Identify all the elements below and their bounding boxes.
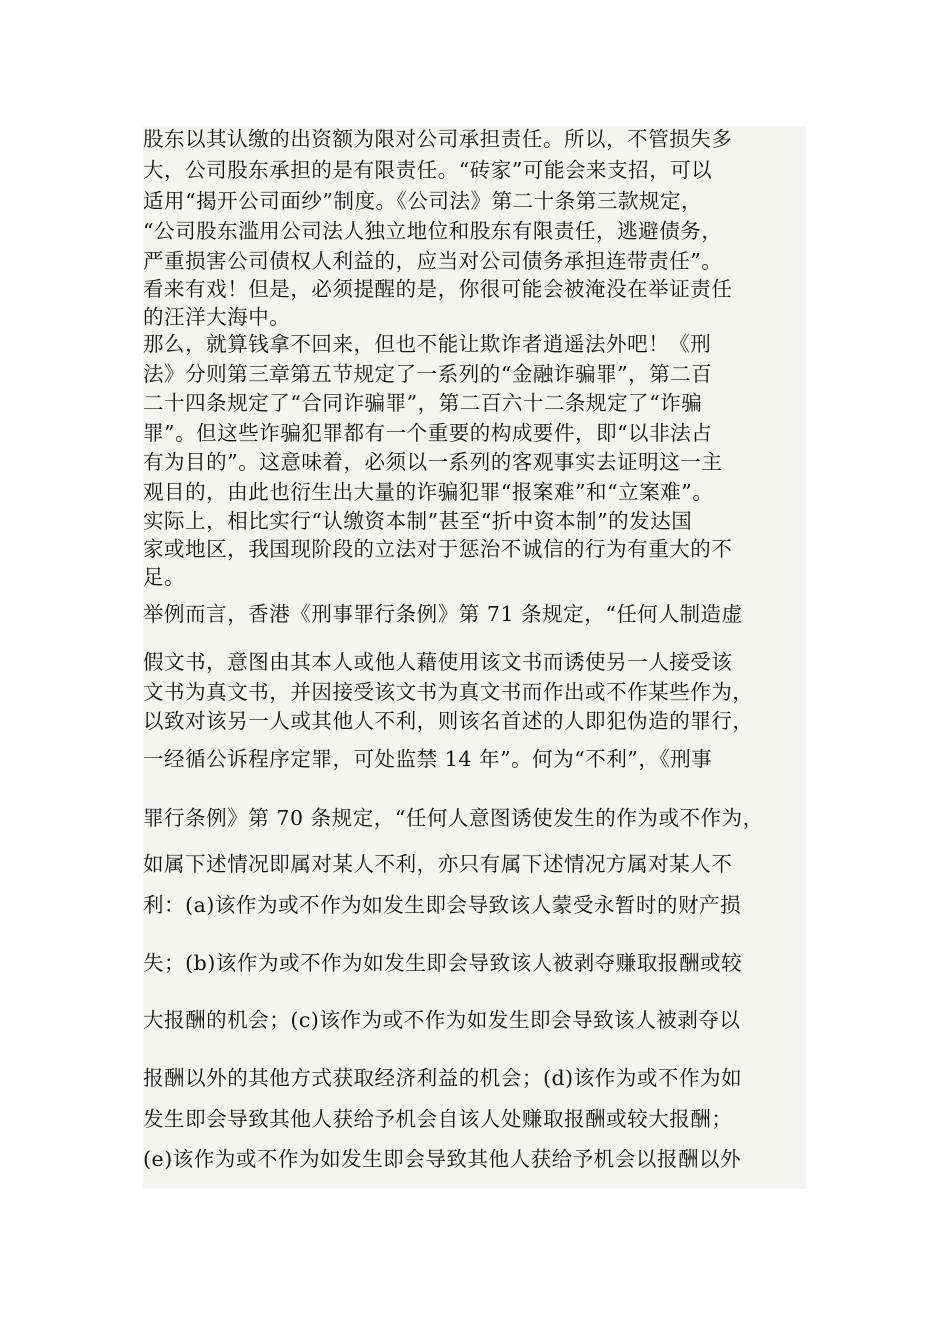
paragraph-2-line-4: 罪”。但这些诈骗犯罪都有一个重要的构成要件，即“以非法占 bbox=[143, 421, 713, 445]
document-text-panel bbox=[143, 126, 806, 1189]
paragraph-3-line-11: 报酬以外的其他方式获取经济利益的机会；(d)该作为或不作为如 bbox=[143, 1066, 743, 1090]
paragraph-3-line-10: 大报酬的机会；(c)该作为或不作为如发生即会导致该人被剥夺以 bbox=[143, 1008, 741, 1032]
paragraph-3-line-4: 以致对该另一人或其他人不利，则该名首述的人即犯伪造的罪行， bbox=[143, 709, 754, 733]
paragraph-2-line-2: 法》分则第三章第五节规定了一系列的“金融诈骗罪”，第二百 bbox=[143, 362, 713, 386]
paragraph-1-line-6: 看来有戏！但是，必须提醒的是，你很可能会被淹没在举证责任 bbox=[143, 277, 733, 301]
paragraph-3-line-12: 发生即会导致其他人获给予机会自该人处赚取报酬或较大报酬； bbox=[143, 1107, 733, 1131]
paragraph-3-line-1: 举例而言，香港《刑事罪行条例》第 71 条规定，“任何人制造虚 bbox=[143, 602, 743, 626]
paragraph-1-line-5: 严重损害公司债权人利益的，应当对公司债务承担连带责任”。 bbox=[143, 249, 723, 273]
paragraph-2-line-1: 那么，就算钱拿不回来，但也不能让欺诈者逍遥法外吧！《刑 bbox=[143, 332, 712, 356]
paragraph-1-line-7: 的汪洋大海中。 bbox=[143, 305, 291, 329]
paragraph-1-line-1: 股东以其认缴的出资额为限对公司承担责任。所以，不管损失多 bbox=[143, 127, 733, 151]
paragraph-3-line-7: 如属下述情况即属对某人不利，亦只有属下述情况方属对某人不 bbox=[143, 852, 733, 876]
paragraph-2-line-3: 二十四条规定了“合同诈骗罪”，第二百六十二条规定了“诈骗 bbox=[143, 391, 703, 415]
paragraph-3-line-13: (e)该作为或不作为如发生即会导致其他人获给予机会以报酬以外 bbox=[143, 1147, 742, 1171]
paragraph-3-line-6: 罪行条例》第 70 条规定，“任何人意图诱使发生的作为或不作为， bbox=[143, 806, 764, 830]
paragraph-2-line-9: 足。 bbox=[143, 565, 186, 589]
paragraph-3-line-2: 假文书，意图由其本人或他人藉使用该文书而诱使另一人接受该 bbox=[143, 650, 733, 674]
paragraph-2-line-5: 有为目的”。这意味着，必须以一系列的客观事实去证明这一主 bbox=[143, 450, 723, 474]
paragraph-2-line-7: 实际上，相比实行“认缴资本制”甚至“折中资本制”的发达国 bbox=[143, 509, 693, 533]
paragraph-1-line-3: 适用“揭开公司面纱”制度。《公司法》第二十条第三款规定， bbox=[143, 189, 703, 213]
paragraph-1-line-2: 大，公司股东承担的是有限责任。“砖家”可能会来支招，可以 bbox=[143, 158, 713, 182]
paragraph-3-line-5: 一经循公诉程序定罪，可处监禁 14 年”。何为“不利”，《刑事 bbox=[143, 747, 713, 771]
paragraph-2-line-8: 家或地区，我国现阶段的立法对于惩治不诚信的行为有重大的不 bbox=[143, 537, 733, 561]
paragraph-2-line-6: 观目的，由此也衍生出大量的诈骗犯罪“报案难”和“立案难”。 bbox=[143, 480, 714, 504]
paragraph-1-line-4: “公司股东滥用公司法人独立地位和股东有限责任，逃避债务， bbox=[143, 219, 723, 243]
paragraph-3-line-3: 文书为真文书，并因接受该文书为真文书而作出或不作某些作为， bbox=[143, 680, 754, 704]
paragraph-3-line-9: 失；(b)该作为或不作为如发生即会导致该人被剥夺赚取报酬或较 bbox=[143, 951, 743, 975]
paragraph-3-line-8: 利：(a)该作为或不作为如发生即会导致该人蒙受永暂时的财产损 bbox=[143, 893, 742, 917]
